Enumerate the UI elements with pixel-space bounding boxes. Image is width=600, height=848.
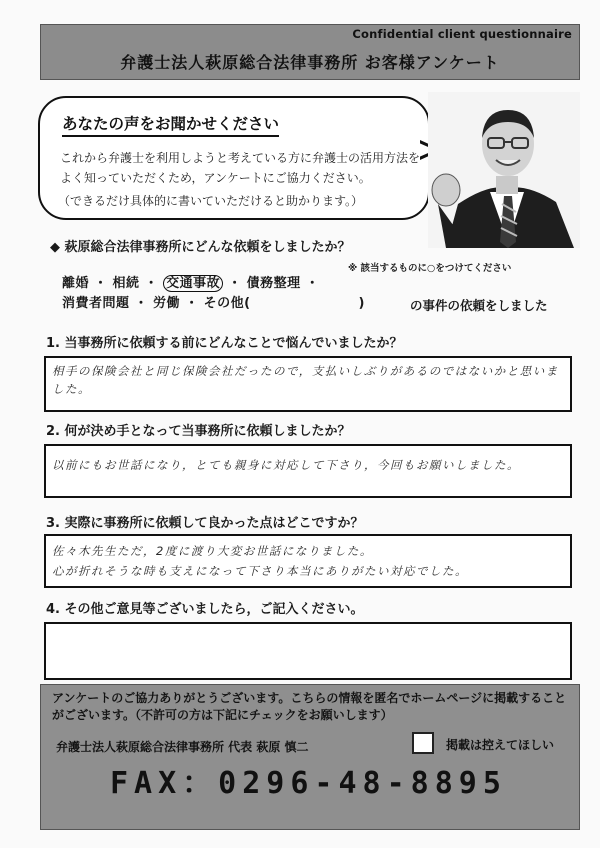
firm-representative: 弁護士法人萩原総合法律事務所 代表 萩原 慎二 [56,740,309,754]
footer-notice: アンケートのご協力ありがとうございます。こちらの情報を匿名でホームページに掲載することがございます。（不許可の方は下記にチェックをお願いします） [52,691,567,722]
no-publish-label: 掲載は控えてほしい [446,738,555,752]
answer-3-line-1: 佐々木先生ただ，2度に渡り大変お世話になりました。 [52,544,373,558]
option-group-b: ・ 債務整理 ・ [228,276,320,291]
case-type-options-line2: 消費者問題 ・ 労働 ・ その他( ) [62,296,365,311]
bubble-heading: あなたの声をお聞かせください [62,112,279,137]
question-2-label: 2. 何が決め手となって当事務所に依頼しましたか？ [46,424,351,439]
case-type-options-line1 [62,272,319,291]
answer-box-1[interactable] [44,356,572,412]
lawyer-photo [428,92,580,248]
question-1-label: 1. 当事務所に依頼する前にどんなことで悩んでいましたか？ [46,336,403,351]
answer-3-line-2: 心が折れそうな時も支えになって下さり本当にありがたい対応でした。 [52,564,468,578]
bubble-body: これから弁護士を利用しようと考えている方に弁護士の活用方法をよく知っていただくため，アンケートにご協力ください。 [60,151,421,185]
bubble-note: （できるだけ具体的に書いていただけると助かります。） [58,194,364,208]
lawyer-portrait-illustration [428,92,580,248]
page-title: 弁護士法人萩原総合法律事務所 お客様アンケート [120,53,500,72]
request-question: ◆ 萩原総合法律事務所にどんな依頼をしましたか？ [50,240,351,255]
fax-number: FAX：0296-48-8895 [110,766,507,801]
answer-box-4[interactable] [44,622,572,680]
request-suffix: の事件の依頼をしました [410,298,548,313]
answer-1-line-1: 相手の保険会社と同じ保険会社だったので，支払いしぶりがあるのではないかと思いました。 [52,364,559,396]
request-note: ※ 該当するものに○をつけてください [348,263,512,274]
answer-2-line-1: 以前にもお世話になり，とても親身に対応して下さり，今回もお願いしました。 [52,458,520,472]
option-group-a: 離婚 ・ 相続 ・ [62,276,159,291]
answer-box-2[interactable] [44,444,572,498]
no-publish-checkbox[interactable] [412,732,434,754]
confidential-label: Confidential client questionnaire [352,27,572,41]
answer-box-3[interactable] [44,534,572,588]
question-3-label: 3. 実際に事務所に依頼して良かった点はどこですか？ [46,516,364,531]
question-4-label: 4. その他ご意見等ございましたら，ご記入ください。 [46,602,364,617]
option-traffic-accident-selected[interactable]: 交通事故 [163,275,223,292]
